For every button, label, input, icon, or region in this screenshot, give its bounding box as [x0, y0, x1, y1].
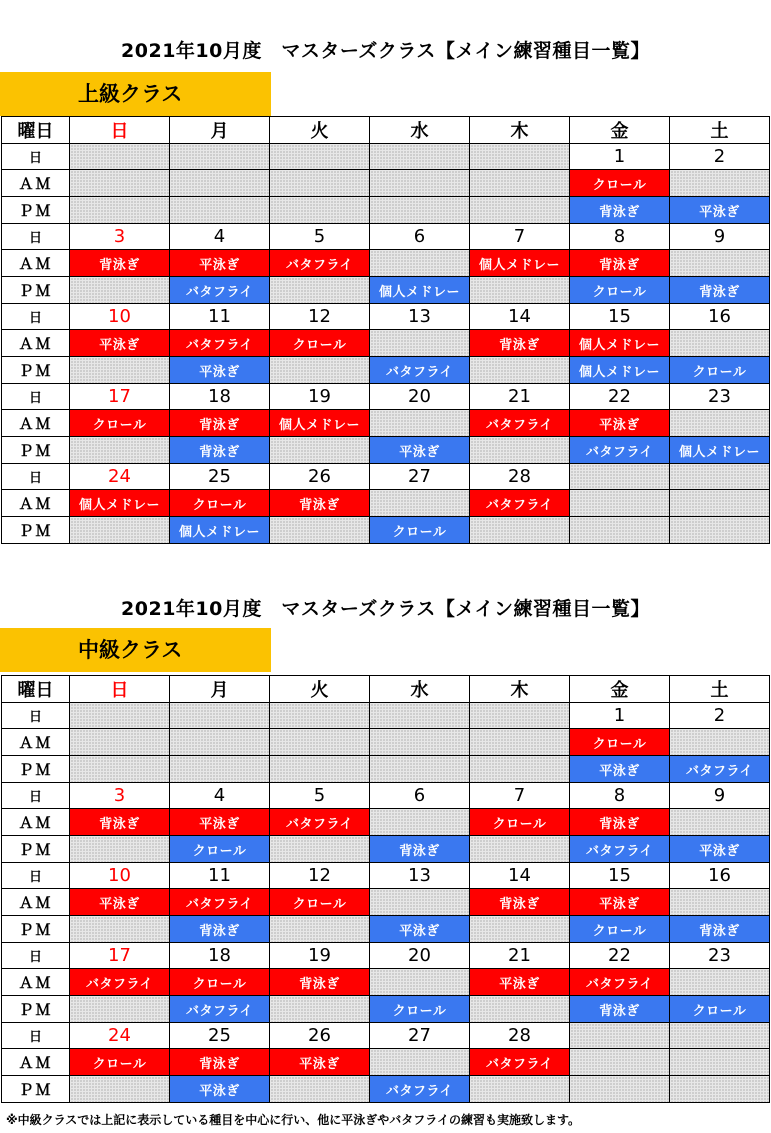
am-event-cell — [470, 170, 570, 197]
row-label-pm: ＰＭ — [2, 437, 70, 464]
am-event-cell — [370, 250, 470, 277]
pm-event-cell: バタフライ — [370, 357, 470, 384]
am-event-cell — [370, 729, 470, 756]
date-cell: 3 — [70, 224, 170, 250]
date-cell: 15 — [570, 304, 670, 330]
date-cell: 20 — [370, 943, 470, 969]
am-event-cell — [670, 490, 770, 517]
pm-event-cell — [70, 357, 170, 384]
weekday-header: 金 — [570, 117, 670, 144]
date-cell — [670, 464, 770, 490]
date-row — [2, 144, 770, 170]
date-cell: 2 — [670, 703, 770, 729]
pm-event-cell: 平泳ぎ — [370, 916, 470, 943]
row-label-am: ＡＭ — [2, 410, 70, 437]
date-cell: 6 — [370, 783, 470, 809]
am-event-cell: 背泳ぎ — [70, 250, 170, 277]
pm-event-cell: 背泳ぎ — [570, 197, 670, 224]
date-cell: 6 — [370, 224, 470, 250]
am-event-cell — [370, 330, 470, 357]
row-label-pm: ＰＭ — [2, 517, 70, 544]
pm-event-cell — [70, 437, 170, 464]
pm-event-cell — [470, 916, 570, 943]
am-event-cell: 背泳ぎ — [270, 969, 370, 996]
date-cell: 22 — [570, 384, 670, 410]
pm-event-cell: バタフライ — [170, 277, 270, 304]
date-cell — [470, 703, 570, 729]
class-label-advanced: 上級クラス — [0, 72, 271, 116]
date-cell: 14 — [470, 863, 570, 889]
am-event-cell — [670, 410, 770, 437]
am-row — [2, 490, 770, 517]
pm-event-cell: バタフライ — [170, 996, 270, 1023]
am-event-cell — [170, 729, 270, 756]
am-event-cell: 背泳ぎ — [570, 250, 670, 277]
row-label-pm: ＰＭ — [2, 357, 70, 384]
pm-row — [2, 277, 770, 304]
am-row — [2, 170, 770, 197]
weekday-header: 月 — [170, 676, 270, 703]
pm-event-cell: クロール — [570, 277, 670, 304]
pm-event-cell: クロール — [570, 916, 670, 943]
am-event-cell: 平泳ぎ — [170, 809, 270, 836]
date-cell: 26 — [270, 464, 370, 490]
am-event-cell: 個人メドレー — [570, 330, 670, 357]
date-cell: 17 — [70, 943, 170, 969]
pm-event-cell — [270, 996, 370, 1023]
class-label-intermediate: 中級クラス — [0, 628, 271, 672]
am-event-cell: バタフライ — [470, 410, 570, 437]
date-cell — [270, 144, 370, 170]
date-cell: 9 — [670, 783, 770, 809]
pm-event-cell: 背泳ぎ — [670, 916, 770, 943]
pm-event-cell — [570, 1076, 670, 1103]
calendar-table-advanced — [1, 116, 770, 544]
date-row — [2, 703, 770, 729]
am-event-cell: 平泳ぎ — [570, 410, 670, 437]
weekday-header: 月 — [170, 117, 270, 144]
weekday-header: 火 — [270, 676, 370, 703]
date-cell: 5 — [270, 783, 370, 809]
am-event-cell — [570, 490, 670, 517]
row-label-am: ＡＭ — [2, 170, 70, 197]
am-event-cell — [670, 1049, 770, 1076]
date-cell: 11 — [170, 304, 270, 330]
date-cell: 28 — [470, 1023, 570, 1049]
row-label-pm: ＰＭ — [2, 756, 70, 783]
row-label-day: 日 — [2, 464, 70, 490]
am-event-cell: バタフライ — [270, 809, 370, 836]
date-cell: 10 — [70, 863, 170, 889]
am-event-cell: 平泳ぎ — [70, 330, 170, 357]
am-event-cell: バタフライ — [470, 1049, 570, 1076]
date-cell: 1 — [570, 703, 670, 729]
weekday-header: 木 — [470, 117, 570, 144]
date-cell — [370, 144, 470, 170]
date-cell: 27 — [370, 1023, 470, 1049]
am-event-cell — [670, 330, 770, 357]
row-label-day: 日 — [2, 384, 70, 410]
row-label-am: ＡＭ — [2, 809, 70, 836]
am-event-cell — [370, 170, 470, 197]
footnote: ※中級クラスでは上記に表示している種目を中心に行い、他に平泳ぎやバタフライの練習も実施致します。 — [6, 1113, 580, 1127]
am-event-cell: クロール — [170, 490, 270, 517]
pm-event-cell: 平泳ぎ — [670, 197, 770, 224]
date-cell: 15 — [570, 863, 670, 889]
am-row — [2, 889, 770, 916]
date-row — [2, 224, 770, 250]
date-cell: 24 — [70, 1023, 170, 1049]
pm-event-cell — [70, 756, 170, 783]
weekday-header: 土 — [670, 117, 770, 144]
row-label-pm: ＰＭ — [2, 916, 70, 943]
date-cell — [570, 1023, 670, 1049]
pm-event-cell — [470, 357, 570, 384]
row-label-am: ＡＭ — [2, 250, 70, 277]
pm-event-cell — [270, 756, 370, 783]
am-event-cell — [370, 410, 470, 437]
pm-event-cell: 背泳ぎ — [570, 996, 670, 1023]
row-label-day: 日 — [2, 1023, 70, 1049]
section-title-intermediate: 2021年10月度 マスターズクラス【メイン練習種目一覧】 — [121, 598, 650, 620]
date-cell: 21 — [470, 943, 570, 969]
am-event-cell: 平泳ぎ — [170, 250, 270, 277]
am-event-cell — [270, 170, 370, 197]
pm-event-cell — [470, 277, 570, 304]
pm-event-cell: 平泳ぎ — [170, 357, 270, 384]
pm-event-cell — [270, 517, 370, 544]
am-row — [2, 969, 770, 996]
am-event-cell: バタフライ — [70, 969, 170, 996]
date-cell: 2 — [670, 144, 770, 170]
pm-row — [2, 437, 770, 464]
date-cell: 16 — [670, 863, 770, 889]
pm-event-cell: クロール — [670, 357, 770, 384]
pm-event-cell: 背泳ぎ — [170, 437, 270, 464]
row-label-pm: ＰＭ — [2, 1076, 70, 1103]
pm-row — [2, 517, 770, 544]
row-label-day: 日 — [2, 703, 70, 729]
date-cell: 23 — [670, 384, 770, 410]
date-cell: 12 — [270, 304, 370, 330]
pm-event-cell — [270, 916, 370, 943]
weekday-header: 木 — [470, 676, 570, 703]
am-event-cell — [670, 969, 770, 996]
date-cell: 11 — [170, 863, 270, 889]
am-event-cell: バタフライ — [170, 889, 270, 916]
am-event-cell: 個人メドレー — [270, 410, 370, 437]
am-event-cell: クロール — [570, 729, 670, 756]
am-event-cell: 背泳ぎ — [570, 809, 670, 836]
date-cell: 7 — [470, 783, 570, 809]
am-event-cell: 背泳ぎ — [470, 889, 570, 916]
date-cell: 23 — [670, 943, 770, 969]
pm-event-cell — [470, 836, 570, 863]
weekday-header-row — [2, 676, 770, 703]
pm-event-cell — [70, 517, 170, 544]
am-event-cell — [470, 729, 570, 756]
weekday-header: 曜日 — [2, 676, 70, 703]
row-label-am: ＡＭ — [2, 490, 70, 517]
pm-event-cell: 背泳ぎ — [670, 277, 770, 304]
am-event-cell: クロール — [170, 969, 270, 996]
row-label-am: ＡＭ — [2, 729, 70, 756]
date-cell — [170, 144, 270, 170]
date-row — [2, 943, 770, 969]
weekday-header: 金 — [570, 676, 670, 703]
am-event-cell — [670, 889, 770, 916]
row-label-am: ＡＭ — [2, 889, 70, 916]
am-event-cell: 個人メドレー — [470, 250, 570, 277]
am-event-cell — [570, 1049, 670, 1076]
pm-event-cell: 平泳ぎ — [670, 836, 770, 863]
pm-event-cell: 個人メドレー — [170, 517, 270, 544]
row-label-pm: ＰＭ — [2, 197, 70, 224]
am-event-cell: 平泳ぎ — [70, 889, 170, 916]
pm-event-cell — [370, 756, 470, 783]
date-cell: 3 — [70, 783, 170, 809]
date-cell: 25 — [170, 1023, 270, 1049]
row-label-pm: ＰＭ — [2, 836, 70, 863]
date-cell: 7 — [470, 224, 570, 250]
pm-row — [2, 836, 770, 863]
am-event-cell — [670, 809, 770, 836]
pm-event-cell: 平泳ぎ — [570, 756, 670, 783]
row-label-day: 日 — [2, 304, 70, 330]
am-event-cell: 背泳ぎ — [70, 809, 170, 836]
pm-event-cell: クロール — [670, 996, 770, 1023]
am-event-cell: クロール — [570, 170, 670, 197]
row-label-day: 日 — [2, 224, 70, 250]
pm-event-cell: バタフライ — [670, 756, 770, 783]
weekday-header: 日 — [70, 117, 170, 144]
pm-row — [2, 1076, 770, 1103]
am-event-cell: バタフライ — [170, 330, 270, 357]
date-cell: 24 — [70, 464, 170, 490]
pm-event-cell — [70, 836, 170, 863]
am-event-cell — [70, 170, 170, 197]
pm-event-cell: クロール — [370, 517, 470, 544]
date-cell: 9 — [670, 224, 770, 250]
am-event-cell — [670, 729, 770, 756]
pm-event-cell: バタフライ — [570, 437, 670, 464]
am-row — [2, 330, 770, 357]
am-row — [2, 1049, 770, 1076]
pm-event-cell: バタフライ — [370, 1076, 470, 1103]
date-cell: 14 — [470, 304, 570, 330]
date-cell: 21 — [470, 384, 570, 410]
am-row — [2, 729, 770, 756]
am-event-cell — [670, 250, 770, 277]
am-event-cell — [370, 969, 470, 996]
date-cell — [370, 703, 470, 729]
am-event-cell — [370, 809, 470, 836]
am-event-cell: クロール — [470, 809, 570, 836]
pm-row — [2, 197, 770, 224]
pm-event-cell: 個人メドレー — [370, 277, 470, 304]
pm-event-cell — [470, 996, 570, 1023]
am-event-cell: クロール — [70, 1049, 170, 1076]
pm-row — [2, 996, 770, 1023]
date-cell: 20 — [370, 384, 470, 410]
am-event-cell: 背泳ぎ — [170, 410, 270, 437]
pm-event-cell — [470, 517, 570, 544]
row-label-am: ＡＭ — [2, 330, 70, 357]
date-cell: 13 — [370, 863, 470, 889]
date-row — [2, 1023, 770, 1049]
pm-event-cell — [70, 916, 170, 943]
pm-row — [2, 756, 770, 783]
pm-event-cell: 個人メドレー — [670, 437, 770, 464]
date-cell: 25 — [170, 464, 270, 490]
date-row — [2, 304, 770, 330]
row-label-am: ＡＭ — [2, 969, 70, 996]
date-cell — [570, 464, 670, 490]
date-cell: 18 — [170, 943, 270, 969]
am-event-cell: 平泳ぎ — [470, 969, 570, 996]
pm-event-cell — [270, 197, 370, 224]
pm-event-cell — [170, 197, 270, 224]
pm-event-cell — [370, 197, 470, 224]
date-cell — [270, 703, 370, 729]
pm-event-cell: 個人メドレー — [570, 357, 670, 384]
pm-event-cell: バタフライ — [570, 836, 670, 863]
pm-event-cell — [470, 756, 570, 783]
am-event-cell: バタフライ — [270, 250, 370, 277]
date-row — [2, 384, 770, 410]
date-cell: 10 — [70, 304, 170, 330]
am-event-cell: バタフライ — [470, 490, 570, 517]
pm-event-cell — [270, 836, 370, 863]
pm-event-cell — [170, 756, 270, 783]
date-cell: 17 — [70, 384, 170, 410]
weekday-header: 水 — [370, 117, 470, 144]
date-cell: 13 — [370, 304, 470, 330]
weekday-header: 曜日 — [2, 117, 70, 144]
date-cell — [170, 703, 270, 729]
pm-row — [2, 916, 770, 943]
pm-event-cell — [70, 1076, 170, 1103]
pm-event-cell — [470, 1076, 570, 1103]
pm-event-cell — [570, 517, 670, 544]
am-event-cell: クロール — [270, 330, 370, 357]
date-cell — [670, 1023, 770, 1049]
date-cell: 19 — [270, 943, 370, 969]
weekday-header: 水 — [370, 676, 470, 703]
am-event-cell: 平泳ぎ — [270, 1049, 370, 1076]
calendar-table-intermediate — [1, 675, 770, 1103]
am-event-cell: 平泳ぎ — [570, 889, 670, 916]
date-cell: 12 — [270, 863, 370, 889]
date-cell: 1 — [570, 144, 670, 170]
row-label-day: 日 — [2, 783, 70, 809]
row-label-pm: ＰＭ — [2, 277, 70, 304]
am-event-cell: 背泳ぎ — [170, 1049, 270, 1076]
date-cell: 18 — [170, 384, 270, 410]
am-event-cell: クロール — [70, 410, 170, 437]
date-cell: 27 — [370, 464, 470, 490]
date-cell — [470, 144, 570, 170]
am-event-cell — [270, 729, 370, 756]
date-cell: 26 — [270, 1023, 370, 1049]
pm-event-cell — [670, 517, 770, 544]
pm-event-cell: 背泳ぎ — [170, 916, 270, 943]
pm-event-cell — [270, 357, 370, 384]
weekday-header: 日 — [70, 676, 170, 703]
pm-event-cell: 平泳ぎ — [170, 1076, 270, 1103]
am-event-cell — [170, 170, 270, 197]
date-cell — [70, 144, 170, 170]
pm-event-cell: 背泳ぎ — [370, 836, 470, 863]
pm-event-cell — [670, 1076, 770, 1103]
pm-event-cell — [270, 437, 370, 464]
date-cell: 16 — [670, 304, 770, 330]
am-event-cell: 背泳ぎ — [470, 330, 570, 357]
date-cell: 28 — [470, 464, 570, 490]
weekday-header-row — [2, 117, 770, 144]
date-cell: 8 — [570, 224, 670, 250]
row-label-pm: ＰＭ — [2, 996, 70, 1023]
pm-event-cell — [470, 197, 570, 224]
date-cell: 8 — [570, 783, 670, 809]
weekday-header: 火 — [270, 117, 370, 144]
pm-event-cell: クロール — [370, 996, 470, 1023]
row-label-day: 日 — [2, 144, 70, 170]
pm-event-cell — [270, 277, 370, 304]
date-cell: 5 — [270, 224, 370, 250]
am-event-cell — [70, 729, 170, 756]
date-row — [2, 783, 770, 809]
am-event-cell — [370, 889, 470, 916]
date-cell: 4 — [170, 783, 270, 809]
am-row — [2, 250, 770, 277]
section-title-advanced: 2021年10月度 マスターズクラス【メイン練習種目一覧】 — [121, 40, 650, 62]
row-label-am: ＡＭ — [2, 1049, 70, 1076]
row-label-day: 日 — [2, 863, 70, 889]
pm-event-cell — [70, 277, 170, 304]
am-event-cell — [370, 1049, 470, 1076]
weekday-header: 土 — [670, 676, 770, 703]
date-cell: 4 — [170, 224, 270, 250]
pm-event-cell — [70, 996, 170, 1023]
am-event-cell: 個人メドレー — [70, 490, 170, 517]
pm-event-cell: 平泳ぎ — [370, 437, 470, 464]
date-cell: 22 — [570, 943, 670, 969]
date-cell — [70, 703, 170, 729]
date-row — [2, 464, 770, 490]
pm-event-cell: クロール — [170, 836, 270, 863]
am-row — [2, 809, 770, 836]
date-row — [2, 863, 770, 889]
am-event-cell — [370, 490, 470, 517]
am-event-cell: 背泳ぎ — [270, 490, 370, 517]
pm-event-cell — [70, 197, 170, 224]
pm-event-cell — [270, 1076, 370, 1103]
am-event-cell: クロール — [270, 889, 370, 916]
pm-row — [2, 357, 770, 384]
pm-event-cell — [470, 437, 570, 464]
am-event-cell — [670, 170, 770, 197]
am-event-cell: バタフライ — [570, 969, 670, 996]
date-cell: 19 — [270, 384, 370, 410]
am-row — [2, 410, 770, 437]
row-label-day: 日 — [2, 943, 70, 969]
